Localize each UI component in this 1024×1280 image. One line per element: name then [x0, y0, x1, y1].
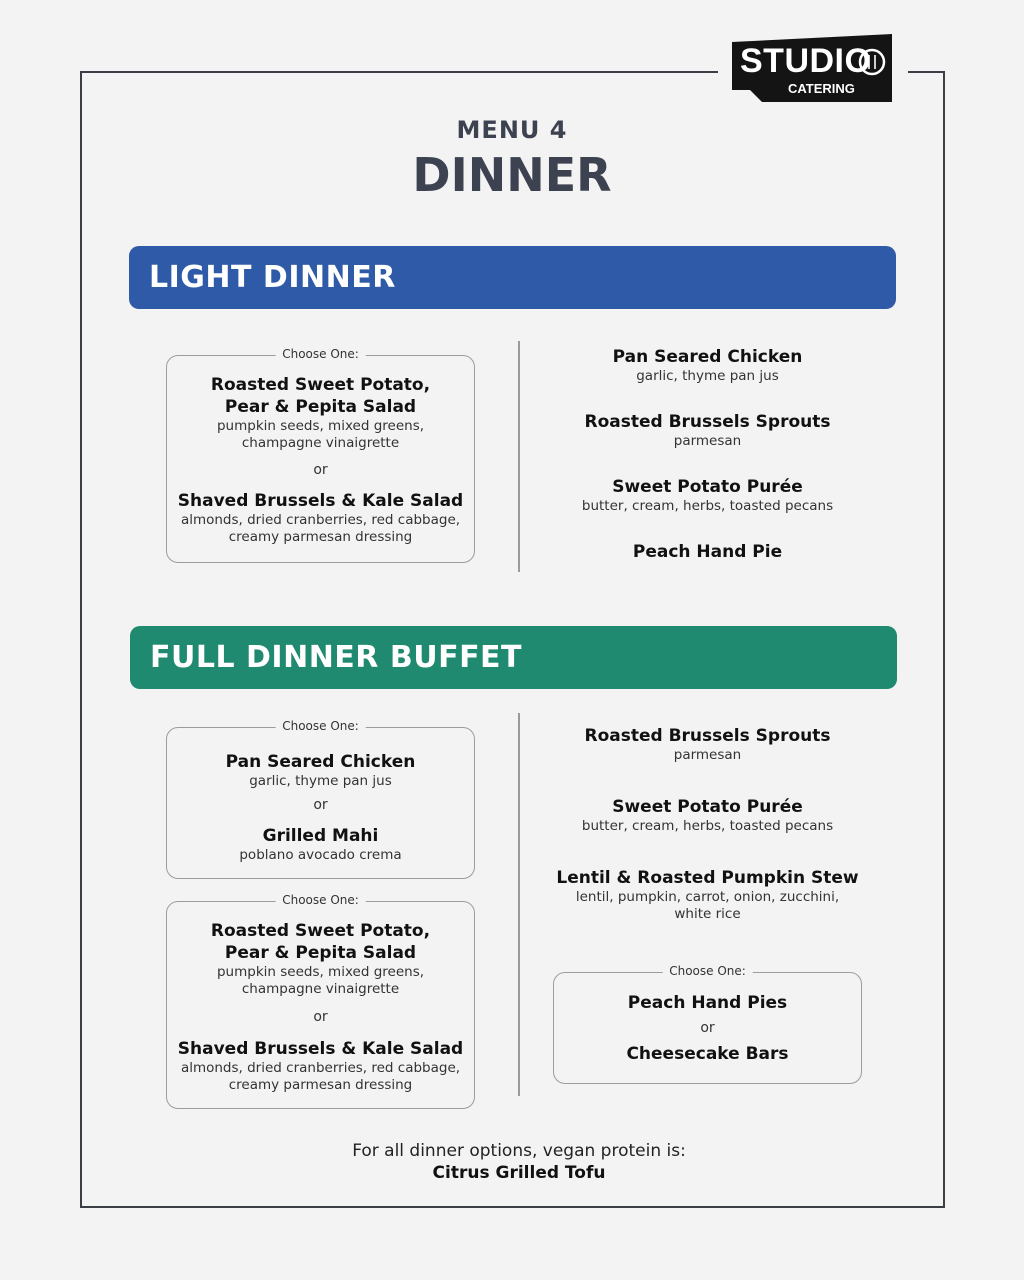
salad-option-desc: creamy parmesan dressing [228, 529, 413, 545]
logo-sub: CATERING [788, 81, 855, 96]
or-separator: or [313, 1009, 328, 1025]
salad-option-name: Shaved Brussels & Kale Salad [177, 1039, 464, 1059]
protein-choice-box [166, 719, 475, 879]
protein-option-desc: poblano avocado crema [239, 847, 402, 863]
salad-option-desc: almonds, dried cranberries, red cabbage, [180, 512, 461, 528]
menu-item [520, 867, 895, 923]
choose-one-label: Choose One: [275, 719, 366, 733]
or-separator: or [313, 797, 328, 813]
menu-number: MENU 4 [456, 116, 568, 144]
or-separator: or [700, 1020, 715, 1036]
salad-option-desc: champagne vinaigrette [241, 435, 400, 451]
item-desc: butter, cream, herbs, toasted pecans [581, 498, 834, 514]
vegan-note [0, 1140, 1024, 1184]
vegan-protein: Citrus Grilled Tofu [432, 1163, 606, 1183]
item-name: Roasted Brussels Sprouts [584, 726, 831, 746]
full-salad-choice-box [166, 893, 475, 1109]
salad-option-name: Shaved Brussels & Kale Salad [177, 491, 464, 511]
salad-option-desc: champagne vinaigrette [241, 981, 400, 997]
item-name: Peach Hand Pie [632, 542, 783, 562]
salad-option-desc: pumpkin seeds, mixed greens, [216, 418, 425, 434]
light-dinner-banner: LIGHT DINNER [129, 246, 896, 309]
item-name: Roasted Brussels Sprouts [584, 412, 831, 432]
item-desc: parmesan [673, 747, 742, 763]
protein-option-name: Grilled Mahi [262, 826, 379, 846]
salad-option-name: Pear & Pepita Salad [224, 943, 417, 963]
protein-option-name: Pan Seared Chicken [225, 752, 416, 772]
salad-option-name: Roasted Sweet Potato, [210, 921, 431, 941]
menu-item [520, 796, 895, 835]
vegan-note-text: For all dinner options, vegan protein is: [352, 1141, 686, 1161]
salad-option-name: Pear & Pepita Salad [224, 397, 417, 417]
menu-item [520, 541, 895, 563]
item-desc: parmesan [673, 433, 742, 449]
menu-item [520, 411, 895, 450]
salad-option-desc: pumpkin seeds, mixed greens, [216, 964, 425, 980]
choose-one-label: Choose One: [275, 893, 366, 907]
menu-item [520, 725, 895, 764]
logo-word: STUDIO [740, 42, 872, 80]
item-desc: garlic, thyme pan jus [636, 368, 779, 384]
menu-item [520, 476, 895, 515]
salad-option-desc: almonds, dried cranberries, red cabbage, [180, 1060, 461, 1076]
item-name: Pan Seared Chicken [612, 347, 803, 367]
light-salad-choice-box [166, 347, 475, 563]
choose-one-label: Choose One: [275, 347, 366, 361]
choose-one-label: Choose One: [662, 964, 753, 978]
page-title: DINNER [412, 148, 612, 202]
item-name: Sweet Potato Purée [612, 477, 803, 497]
dessert-option-name: Cheesecake Bars [626, 1044, 789, 1064]
salad-option-name: Roasted Sweet Potato, [210, 375, 431, 395]
protein-option-desc: garlic, thyme pan jus [249, 773, 392, 789]
item-name: Sweet Potato Purée [612, 797, 803, 817]
item-desc: lentil, pumpkin, carrot, onion, zucchini, [575, 889, 840, 905]
full-dinner-banner: FULL DINNER BUFFET [130, 626, 897, 689]
menu-item [520, 346, 895, 385]
or-separator: or [313, 462, 328, 478]
item-desc: butter, cream, herbs, toasted pecans [581, 818, 834, 834]
studio-catering-logo [732, 34, 894, 102]
dessert-choice-box [553, 964, 862, 1084]
dessert-option-name: Peach Hand Pies [627, 993, 788, 1013]
salad-option-desc: creamy parmesan dressing [228, 1077, 413, 1093]
item-desc: white rice [674, 906, 741, 922]
item-name: Lentil & Roasted Pumpkin Stew [556, 868, 859, 888]
